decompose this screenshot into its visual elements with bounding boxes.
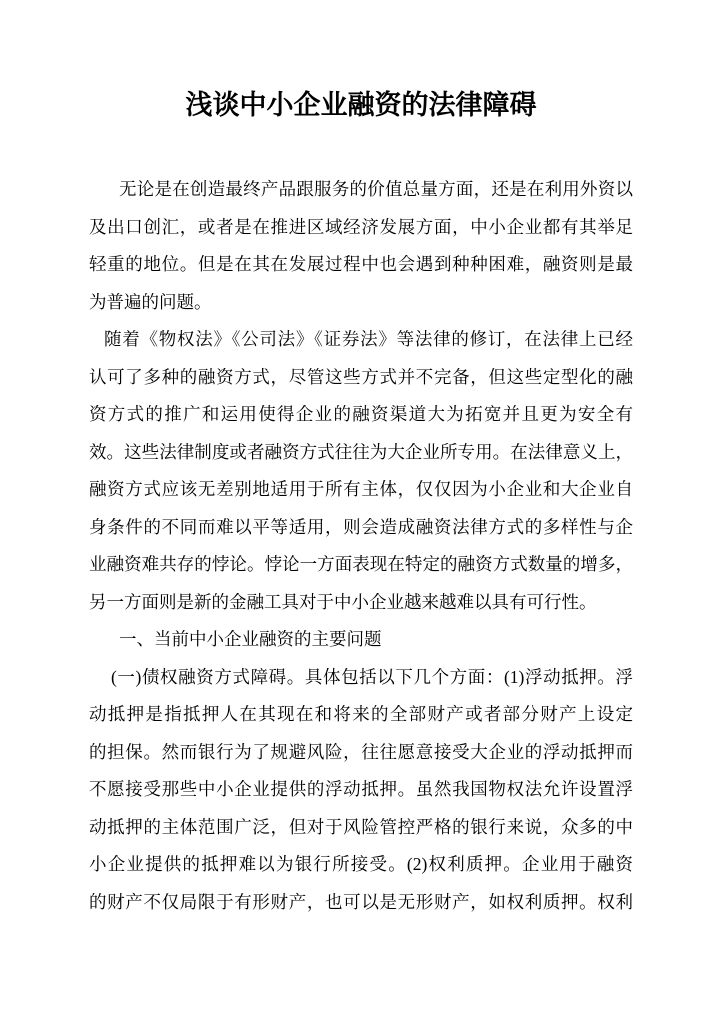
text-line: 动抵押的主体范围广泛，但对于风险管控严格的银行来说，众多的中 [89, 816, 633, 837]
text-line: 认可了多种的融资方式，尽管这些方式并不完备，但这些定型化的融 [89, 366, 633, 387]
text-line: 及出口创汇，或者是在推进区域经济发展方面，中小企业都有其举足 [89, 216, 633, 237]
text-line: 的担保。然而银行为了规避风险，往往愿意接受大企业的浮动抵押而 [89, 741, 633, 762]
text-line: 无论是在创造最终产品跟服务的价值总量方面，还是在利用外资以 [119, 179, 633, 199]
text-line: 效。这些法律制度或者融资方式往往为大企业所专用。在法律意义上， [89, 441, 633, 462]
document-body [89, 171, 633, 921]
legal-context-paragraph [89, 321, 633, 621]
text-line: 轻重的地位。但是在其在发展过程中也会遇到种种困难，融资则是最 [89, 254, 633, 274]
document-title: 浅谈中小企业融资的法律障碍 [185, 90, 537, 120]
text-line: 另一方面则是新的金融工具对于中小企业越来越难以具有可行性。 [89, 591, 597, 612]
intro-paragraph [89, 171, 633, 321]
text-line: 身条件的不同而难以平等适用，则会造成融资法律方式的多样性与企 [89, 516, 633, 537]
text-line: 不愿接受那些中小企业提供的浮动抵押。虽然我国物权法允许设置浮 [89, 779, 633, 799]
text-line: 为普遍的问题。 [89, 291, 212, 312]
text-line: 的财产不仅局限于有形财产，也可以是无形财产，如权利质押。权利 [89, 891, 633, 912]
text-line: 小企业提供的抵押难以为银行所接受。(2)权利质押。企业用于融资 [89, 854, 633, 874]
text-line: 融资方式应该无差别地适用于所有主体，仅仅因为小企业和大企业自 [89, 479, 633, 499]
text-line: 一、当前中小企业融资的主要问题 [119, 629, 382, 649]
debt-financing-paragraph [89, 659, 633, 922]
text-line: 业融资难共存的悖论。悖论一方面表现在特定的融资方式数量的增多， [89, 554, 633, 574]
text-line: 资方式的推广和运用使得企业的融资渠道大为拓宽并且更为安全有 [89, 404, 633, 424]
text-line: (一)债权融资方式障碍。具体包括以下几个方面：(1)浮动抵押。浮 [111, 666, 633, 687]
text-line: 动抵押是指抵押人在其现在和将来的全部财产或者部分财产上设定 [89, 704, 633, 724]
section-1-heading [89, 621, 633, 659]
text-line: 随着《物权法》《公司法》《证券法》等法律的修订，在法律上已经 [104, 329, 633, 349]
